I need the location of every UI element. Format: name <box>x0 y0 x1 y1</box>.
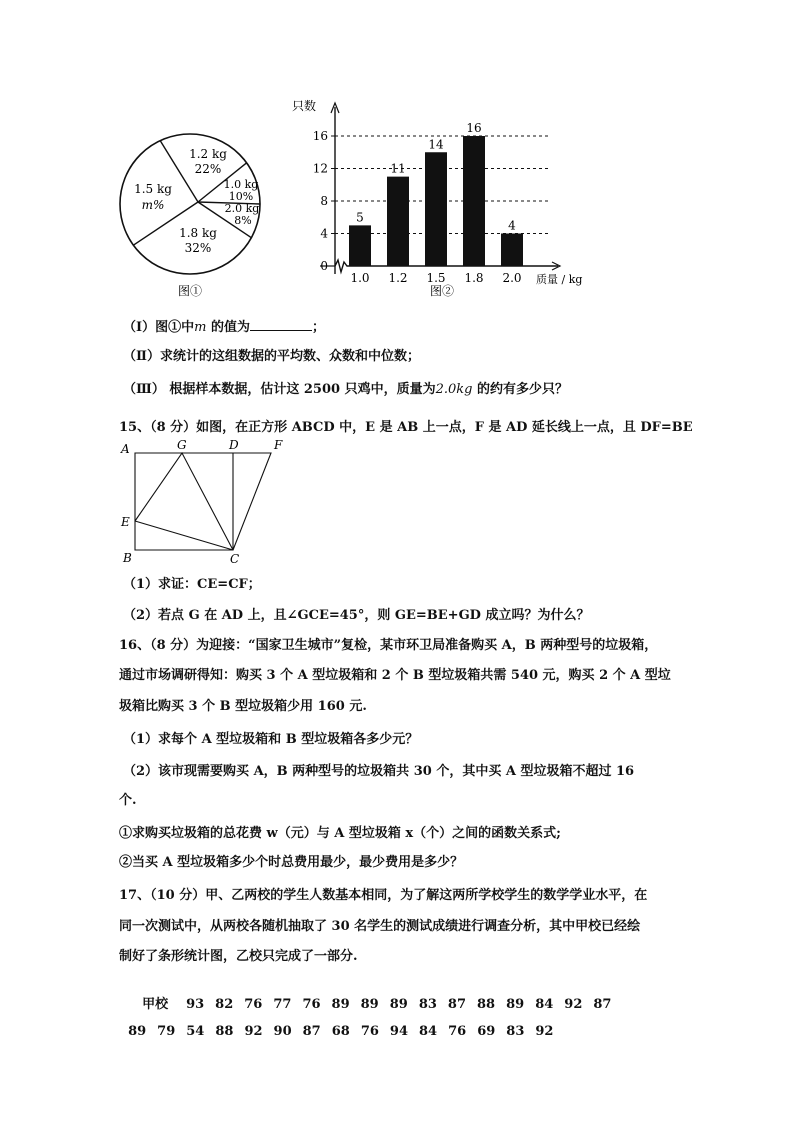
bar-data-label: 4 <box>508 218 516 233</box>
bar <box>463 136 485 266</box>
q16-part2a: （2）该市现需要购买 A，B 两种型号的垃圾箱共 30 个，其中买 A 型垃圾箱不超过 16 <box>123 764 635 779</box>
q15-part2: （2）若点 G 在 AD 上，且∠GCE=45°，则 GE=BE+GD 成立吗？为什么？ <box>123 608 590 623</box>
label-d: D <box>229 438 239 452</box>
score-value: 83 <box>418 997 437 1012</box>
q14-part3-prefix: （Ⅲ） 根据样本数据，估计这 2500 只鸡中，质量为 <box>123 382 436 397</box>
q16-part2b: 个. <box>119 793 137 808</box>
q17-line3: 制好了条形统计图，乙校只完成了一部分. <box>119 949 358 964</box>
bar-marks <box>349 136 523 266</box>
pie-label-1-0kg: 1.0 kg <box>223 178 259 191</box>
q14-part3-value: 2.0kg <box>435 382 473 397</box>
pie-pct-1-0kg: 10% <box>228 190 254 203</box>
pie-caption: 图① <box>177 284 203 298</box>
bar <box>501 234 523 267</box>
score-value: 77 <box>273 997 292 1012</box>
pie-pct-1-2kg: 22% <box>194 162 222 176</box>
score-value: 87 <box>593 997 612 1012</box>
score-value: 76 <box>360 1024 379 1039</box>
pie-label-1-2kg: 1.2 kg <box>189 147 227 161</box>
score-value: 89 <box>506 997 525 1012</box>
segment-ec <box>135 521 233 550</box>
x-axis-label: 质量 / kg <box>536 273 583 286</box>
x-tick-label: 1.2 <box>388 271 408 285</box>
score-value: 84 <box>535 997 554 1012</box>
q14-part1 <box>123 316 325 335</box>
score-value: 54 <box>186 1024 205 1039</box>
score-value: 92 <box>564 997 583 1012</box>
y-tick-label: 4 <box>320 226 328 241</box>
q14-part1-mid: 的值为 <box>206 320 250 335</box>
score-value: 89 <box>360 997 379 1012</box>
q16-line3: 圾箱比购买 3 个 B 型垃圾箱少用 160 元. <box>119 699 367 714</box>
label-f: F <box>274 438 283 452</box>
q14-part1-var: m <box>194 320 207 335</box>
bar <box>425 152 447 266</box>
y-tick-label: 12 <box>312 161 328 176</box>
score-value: 68 <box>331 1024 350 1039</box>
bar <box>349 225 371 266</box>
pie-label-1-5kg: 1.5 kg <box>134 182 172 196</box>
bar-chart <box>290 92 610 307</box>
score-value: 76 <box>448 1024 467 1039</box>
pie-pct-1-5kg: m% <box>141 198 165 212</box>
bar-data-label: 16 <box>466 121 482 135</box>
x-tick-label: 2.0 <box>502 271 522 285</box>
score-value: 82 <box>215 997 234 1012</box>
y-tick-label: 0 <box>320 259 328 273</box>
score-value: 76 <box>302 997 321 1012</box>
q14-part1-end: ； <box>311 320 325 335</box>
answer-blank[interactable] <box>250 318 312 331</box>
q14-part2: （Ⅱ）求统计的这组数据的平均数、众数和中位数； <box>123 349 420 364</box>
q16-sub1: ①求购买垃圾箱的总花费 w（元）与 A 型垃圾箱 x（个）之间的函数关系式; <box>119 826 561 841</box>
score-value: 76 <box>244 997 263 1012</box>
label-e: E <box>121 515 130 529</box>
q14-part1-prefix: （Ⅰ）图①中 <box>123 320 195 335</box>
q16-line1: 16、（8 分）为迎接：“国家卫生城市”复检，某市环卫局准备购买 A，B 两种型号的垃圾箱， <box>119 638 658 653</box>
label-b: B <box>123 551 132 565</box>
q17-line1: 17、（10 分）甲、乙两校的学生人数基本相同，为了解这两所学校学生的数学学业水平，在 <box>119 888 648 903</box>
score-value: 87 <box>447 997 467 1012</box>
score-value: 88 <box>215 1024 234 1039</box>
score-value: 84 <box>419 1024 438 1039</box>
square-figure <box>115 436 290 566</box>
score-value: 90 <box>273 1024 292 1039</box>
pie-label-1-8kg: 1.8 kg <box>179 226 217 240</box>
q15-part1: （1）求证：CE=CF； <box>123 577 261 592</box>
q14-part3-suffix: 的约有多少只？ <box>472 382 568 397</box>
pie-pct-1-8kg: 32% <box>184 241 212 255</box>
pie-pct-2-0kg: 8% <box>234 214 252 227</box>
school-label: 甲校 <box>142 997 169 1012</box>
bar <box>387 177 409 266</box>
q15-stem: 15、（8 分）如图，在正方形 ABCD 中，E 是 AB 上一点，F 是 AD 延长线上一点，且 DF=BE <box>119 420 693 435</box>
q17-line2: 同一次测试中，从两校各随机抽取了 30 名学生的测试成绩进行调查分析，其中甲校已经绘 <box>119 919 641 934</box>
score-value: 87 <box>302 1024 321 1039</box>
score-value: 89 <box>389 997 408 1012</box>
label-a: A <box>121 442 130 456</box>
x-tick-label: 1.5 <box>426 271 446 285</box>
scores-row-2 <box>119 1009 564 1039</box>
score-value: 79 <box>157 1024 176 1039</box>
label-g: G <box>177 438 187 452</box>
y-axis-label: 只数 <box>292 99 317 113</box>
score-value: 93 <box>186 997 205 1012</box>
bar-data-label: 5 <box>356 210 364 225</box>
segment-df-fc <box>233 453 271 550</box>
label-c: C <box>230 552 240 566</box>
score-value: 83 <box>506 1024 525 1039</box>
score-value: 69 <box>477 1024 496 1039</box>
y-tick-label: 8 <box>320 194 328 208</box>
score-value: 89 <box>128 1024 147 1039</box>
score-value: 92 <box>244 1024 263 1039</box>
score-value: 88 <box>477 997 496 1012</box>
x-tick-label: 1.8 <box>464 271 484 285</box>
x-tick-label: 1.0 <box>350 271 370 285</box>
bar-data-label: 14 <box>428 137 444 152</box>
q16-line2: 通过市场调研得知：购买 3 个 A 型垃圾箱和 2 个 B 型垃圾箱共需 540 元，购买 2 个 A 型垃 <box>119 668 671 683</box>
score-value: 89 <box>331 997 350 1012</box>
pie-chart <box>110 92 270 307</box>
score-value: 94 <box>389 1024 408 1039</box>
q14-part3 <box>123 378 568 397</box>
q16-sub2: ②当买 A 型垃圾箱多少个时总费用最少，最少费用是多少？ <box>119 855 464 870</box>
bar-data-label: 11 <box>390 161 406 176</box>
score-value: 92 <box>535 1024 554 1039</box>
pie-label-2-0kg: 2.0 kg <box>224 202 260 215</box>
figure-area <box>110 92 610 307</box>
y-tick-label: 16 <box>312 129 328 143</box>
scores-row-1 <box>133 978 622 1012</box>
q16-part1: （1）求每个 A 型垃圾箱和 B 型垃圾箱各多少元？ <box>123 732 419 747</box>
bar-chart-caption: 图② <box>429 284 455 298</box>
